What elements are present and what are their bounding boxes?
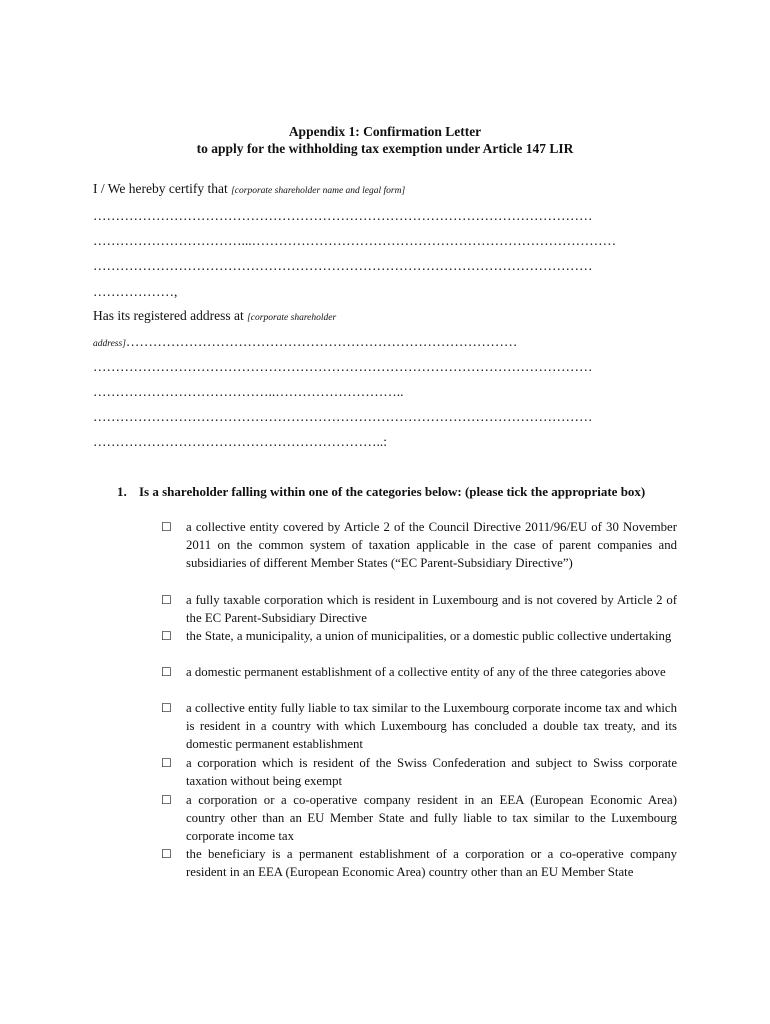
address-line-2 xyxy=(93,333,517,353)
appendix-title: Appendix 1: Confirmation Letter xyxy=(288,124,482,139)
checkbox-option-6[interactable]: ☐ xyxy=(161,756,172,770)
checkbox-option-5[interactable]: ☐ xyxy=(161,701,172,715)
address-prefix: Has its registered address at xyxy=(93,308,248,323)
checkbox-option-2[interactable]: ☐ xyxy=(161,593,172,607)
checkbox-option-7[interactable]: ☐ xyxy=(161,793,172,807)
option-1-text: a collective entity covered by Article 2 of the Council Directive 2011/96/EU of 30 November 2011 on the common system of taxation applicable in the case of parent companies and subsidiaries of different Member States (“EC Parent-Subsidiary Directive”) xyxy=(186,520,677,570)
address-placeholder-start: [corporate shareholder xyxy=(247,313,337,323)
address-blank-1[interactable]: ………………………………………………………………………………………………… xyxy=(93,359,593,374)
shareholder-name-blank-3[interactable]: ………………………………………………………………………………………………… xyxy=(93,258,593,273)
question-text: Is a shareholder falling within one of the categories below: (please tick the appropriate box) xyxy=(139,484,646,499)
address-line xyxy=(93,307,336,327)
shareholder-name-blank-2[interactable]: ……………………………...……………………………………………………………………… xyxy=(93,233,617,248)
shareholder-name-blank-1[interactable]: ………………………………………………………………………………………………… xyxy=(93,208,593,223)
shareholder-name-placeholder: [corporate shareholder name and legal form] xyxy=(231,186,406,196)
checkbox-option-3[interactable]: ☐ xyxy=(161,629,172,643)
certify-prefix: I / We hereby certify that xyxy=(93,181,232,196)
option-7-text: a corporation or a co-operative company resident in an EEA (European Economic Area) country other than an EU Member State and fully liable to tax similar to the Luxembourg corporate income tax xyxy=(186,793,677,843)
address-blank-3[interactable]: ………………………………………………………………………………………………… xyxy=(93,409,593,424)
option-5-text: a collective entity fully liable to tax similar to the Luxembourg corporate income tax and which is resident in a country with which Luxembourg has concluded a double tax treaty, and its domestic permanent establishment xyxy=(186,701,677,751)
option-3-text: the State, a municipality, a union of municipalities, or a domestic public collective undertaking xyxy=(186,629,672,643)
address-blank-2[interactable]: …………………………………..……………………….. xyxy=(93,384,404,399)
appendix-subtitle: to apply for the withholding tax exemption under Article 147 LIR xyxy=(196,141,574,156)
option-4-text: a domestic permanent establishment of a collective entity of any of the three categories above xyxy=(186,665,666,679)
checkbox-option-1[interactable]: ☐ xyxy=(161,520,172,534)
option-6-text: a corporation which is resident of the Swiss Confederation and subject to Swiss corporate taxation without being exempt xyxy=(186,756,677,788)
option-8-text: the beneficiary is a permanent establishment of a corporation or a co-operative company resident in an EEA (European Economic Area) country other than an EU Member State xyxy=(186,847,677,879)
address-placeholder-end: address] xyxy=(93,339,126,349)
shareholder-name-blank-4[interactable]: ………………, xyxy=(93,284,178,299)
checkbox-option-8[interactable]: ☐ xyxy=(161,847,172,861)
option-2-text: a fully taxable corporation which is resident in Luxembourg and is not covered by Article 2 of the EC Parent-Subsidiary Directive xyxy=(186,593,677,625)
address-blank-0[interactable]: …………………………………………………………………………… xyxy=(125,334,518,349)
checkbox-option-4[interactable]: ☐ xyxy=(161,665,172,679)
question-number: 1. xyxy=(117,484,127,499)
address-blank-4[interactable]: ………………………………………………………..: xyxy=(93,434,388,449)
certify-line xyxy=(93,180,405,200)
